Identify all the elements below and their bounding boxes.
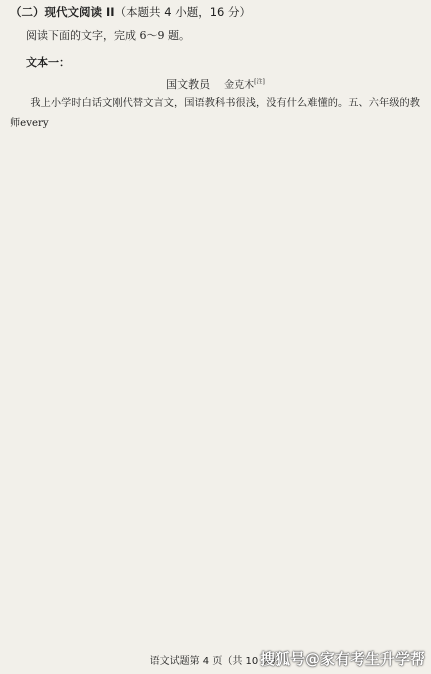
sohu-watermark: 搜狐号@家有考生升学帮 [259,650,425,668]
footnote-marker: [注] [254,78,265,86]
article-title: 国文教员 [166,78,211,91]
text-label: 文本一： [26,56,70,69]
article-body [10,94,420,134]
reading-instruction: 阅读下面的文字，完成 6～9 题。 [26,29,190,42]
author-name: 金克木 [224,80,255,91]
section-title [10,4,251,20]
page-footer: 语文试题第 4 页（共 10 页） [149,656,282,667]
paragraph: 我上小学时白话文刚代替文言文，国语教科书很浅，没有什么难懂的。五、六年级的教师every [10,98,420,130]
section-subtitle: （本题共 4 小题，16 分） [114,5,251,19]
section-title-main: （二）现代文阅读 II [10,5,115,19]
article-heading [0,76,431,92]
article-author [224,80,265,91]
